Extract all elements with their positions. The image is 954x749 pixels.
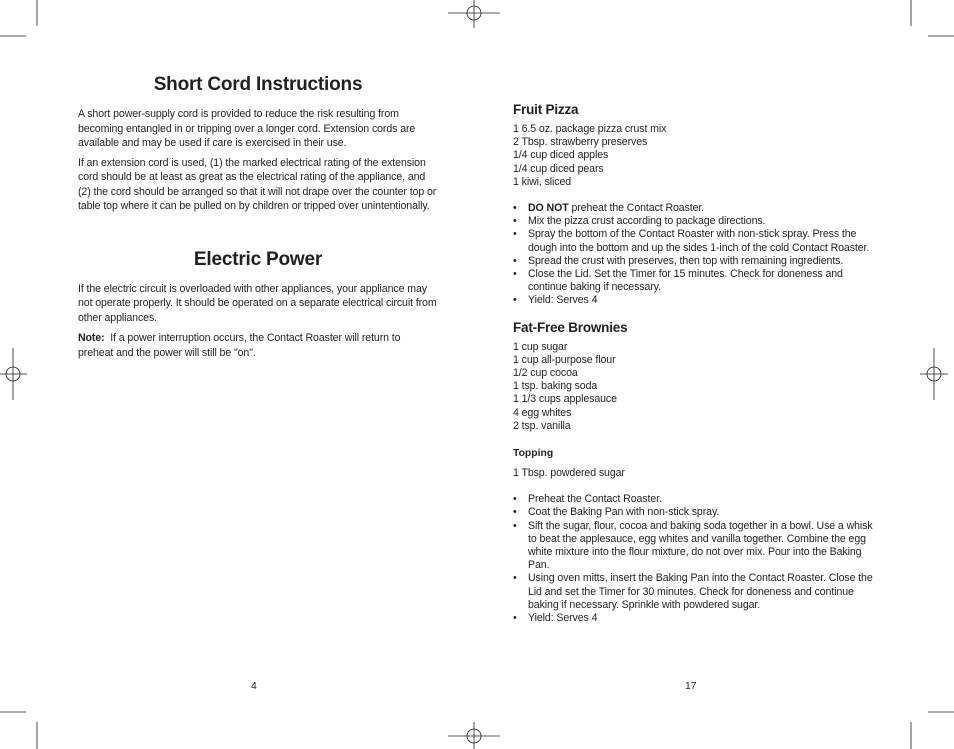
step-item: • Preheat the Contact Roaster.	[513, 493, 873, 506]
ingredient-line: 2 Tbsp. strawberry preserves	[513, 136, 648, 149]
brownies-ingredients	[513, 341, 873, 433]
ingredient-line: 1/4 cup diced pears	[513, 162, 604, 175]
ingredient-line: 2 tsp. vanilla	[513, 419, 571, 432]
registration-mark-right	[920, 348, 948, 400]
ingredient-line: 1/2 cup cocoa	[513, 367, 578, 380]
ingredient-line: 1 kiwi, sliced	[513, 175, 572, 188]
brownies-title: Fat-Free Brownies	[513, 319, 628, 335]
step-item: • Yield: Serves 4	[513, 612, 873, 625]
ingredient-line: 1 cup sugar	[513, 340, 568, 353]
step-text: preheat the Contact Roaster.	[568, 202, 705, 215]
note-text: If a power interruption occurs, the Contact Roaster will return to preheat and the power will still be "on".	[78, 332, 401, 359]
registration-mark-bottom	[448, 722, 500, 749]
ingredient-line: 4 egg whites	[513, 406, 572, 419]
short-cord-paragraph-1: A short power-supply cord is provided to reduce the risk resulting from becoming entangled in or tripping over a longer cord. Extension cords are available and may be used if care is exercised in their use.	[78, 108, 416, 149]
left-page-content	[78, 74, 438, 360]
topping-ingredients	[513, 467, 873, 480]
registration-mark-top	[448, 0, 500, 28]
short-cord-title: Short Cord Instructions	[153, 74, 363, 95]
step-item: • Mix the pizza crust according to package directions.	[513, 215, 873, 228]
electric-power-paragraph: If the electric circuit is overloaded with other appliances, your appliance may not operate properly. It should be operated on a separate electrical circuit from other appliances.	[78, 282, 437, 324]
step-item	[513, 202, 873, 215]
note-label: Note:	[78, 332, 105, 344]
step-item: • Using oven mitts, insert the Baking Pan into the Contact Roaster. Close the Lid and set the Timer for 30 minutes. Check for doneness and continue baking if necessary. Sprinkle with powdered sugar.	[513, 572, 873, 612]
brownies-steps	[513, 493, 873, 625]
ingredient-line: 1 1/3 cups applesauce	[513, 393, 617, 406]
fruit-pizza-ingredients	[513, 123, 873, 189]
step-item: • Sift the sugar, flour, cocoa and baking soda together in a bowl. Use a whisk to beat the applesauce, egg whites and vanilla together. Combine the egg white mixture into the flour mixture, do not over mix. Pour into the Baking Pan.	[513, 520, 873, 573]
step-item: • Coat the Baking Pan with non-stick spray.	[513, 506, 873, 519]
fruit-pizza-title: Fruit Pizza	[513, 102, 579, 117]
ingredient-line: 1 6.5 oz. package pizza crust mix	[513, 123, 667, 135]
step-emphasis: DO NOT	[528, 202, 569, 215]
topping-title: Topping	[513, 448, 554, 460]
step-item: • Yield: Serves 4	[513, 294, 873, 307]
electric-power-note	[78, 331, 438, 360]
electric-power-title: Electric Power	[193, 248, 323, 270]
step-item: • Spray the bottom of the Contact Roaster with non-stick spray. Press the dough into the bottom and up the sides 1-inch of the cold Contact Roaster.	[513, 228, 873, 254]
ingredient-line: 1 cup all-purpose flour	[513, 353, 616, 366]
step-item: • Close the Lid. Set the Timer for 15 minutes. Check for doneness and continue baking if necessary.	[513, 268, 873, 294]
ingredient-line: 1 Tbsp. powdered sugar	[513, 467, 625, 480]
ingredient-line: 1 tsp. baking soda	[513, 380, 598, 393]
short-cord-paragraph-2: If an extension cord is used, (1) the marked electrical rating of the extension cord should be at least as great as the electrical rating of the appliance, and (2) the cord should be arranged so that it will not drape over the counter top or table top where it can be pulled on by children or tripped over unintentionally.	[78, 156, 437, 212]
ingredient-line: 1/4 cup diced apples	[513, 149, 609, 162]
step-item: • Spread the crust with preserves, then top with remaining ingredients.	[513, 255, 873, 268]
registration-mark-left	[0, 348, 27, 400]
page-number-right: 17	[685, 681, 697, 692]
fruit-pizza-steps	[513, 202, 873, 308]
page-number-left: 4	[251, 681, 257, 692]
right-page-content	[513, 101, 873, 625]
